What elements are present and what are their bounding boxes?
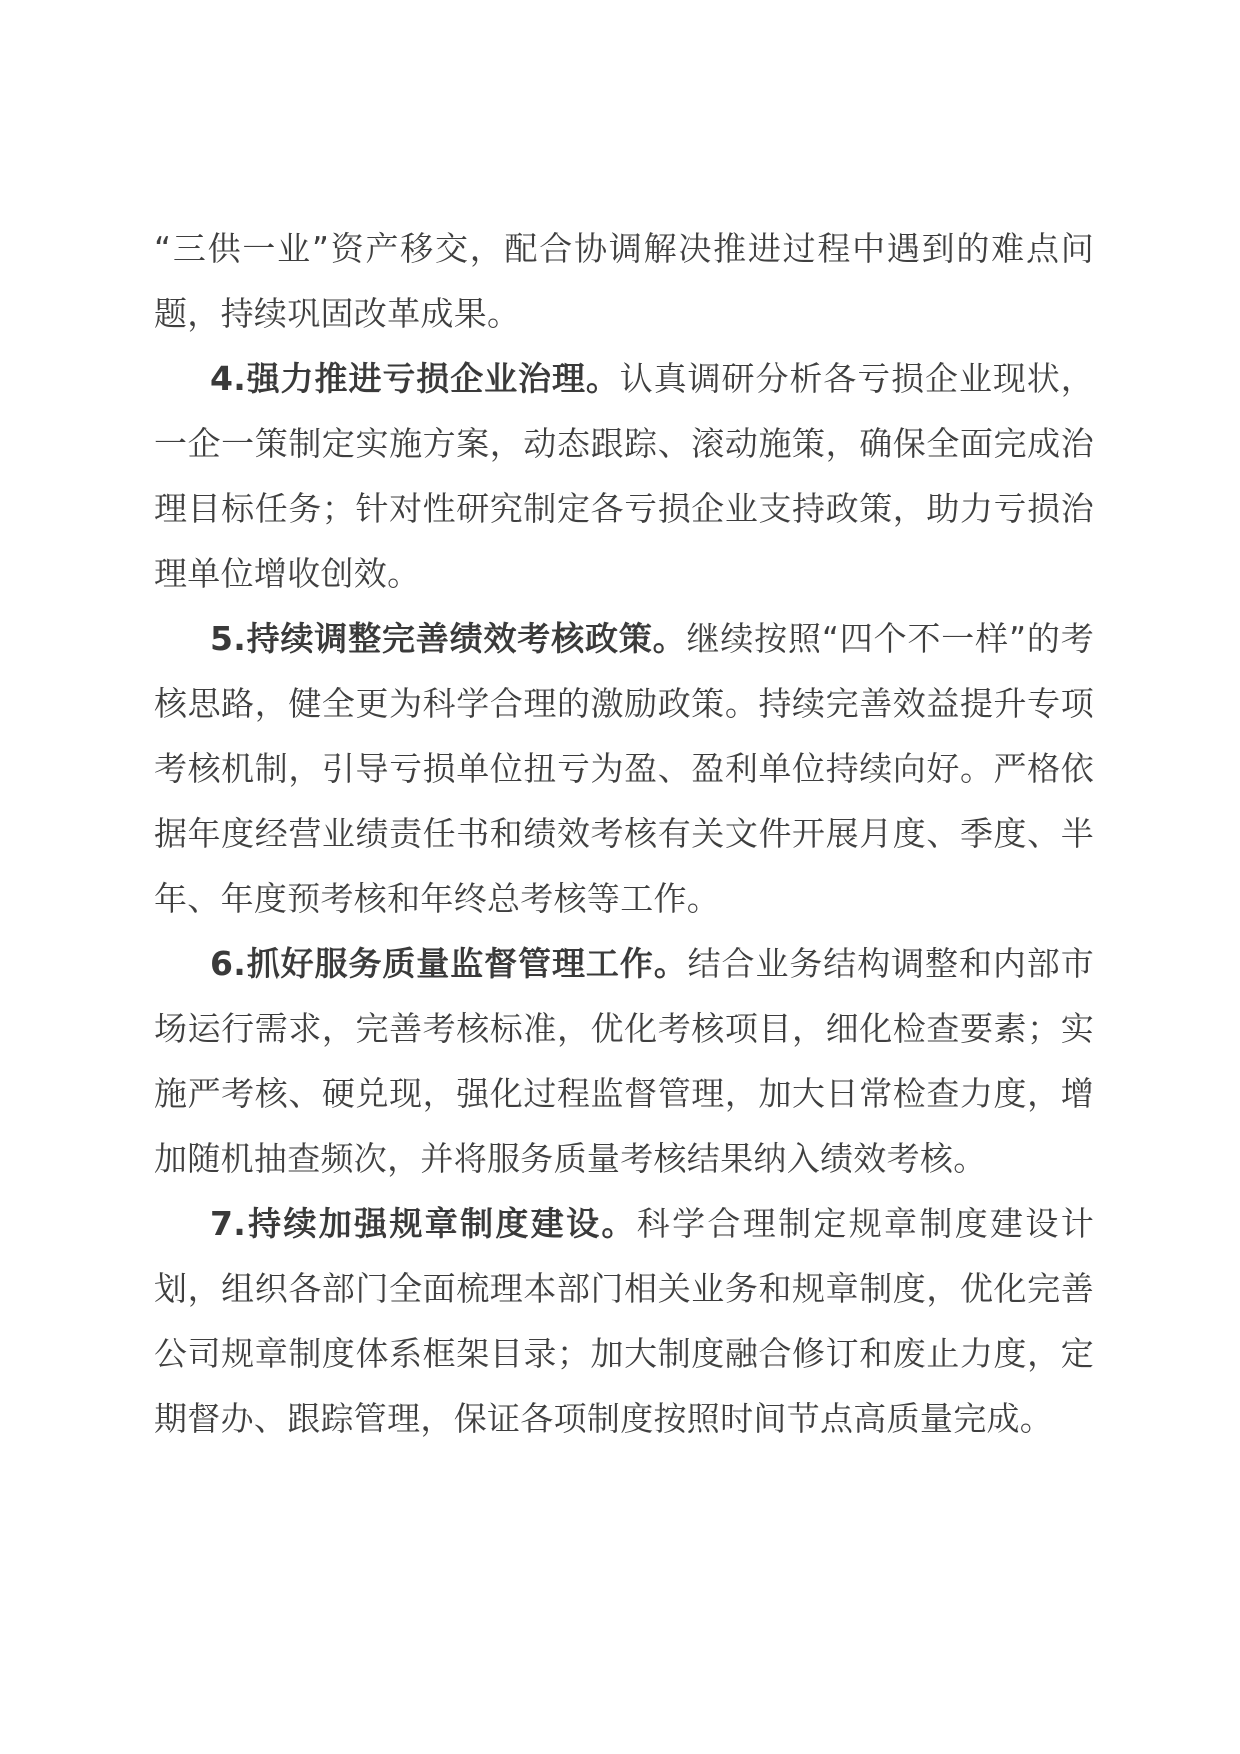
paragraph-item-5 <box>154 606 1094 931</box>
paragraph-text: 结合业务结构调整和内部市场运行需求，完善考核标准，优化考核项目，细化检查要素；实施严考核、硬兑现，强化过程监督管理，加大日常检查力度，增加随机抽查频次，并将服务质量考核结果纳入绩效考核。 <box>154 944 1094 1178</box>
paragraph-heading: 4.强力推进亏损企业治理。 <box>210 359 620 398</box>
paragraph-continuation <box>154 216 1094 346</box>
paragraph-text: 科学合理制定规章制度建设计划，组织各部门全面梳理本部门相关业务和规章制度，优化完善公司规章制度体系框架目录；加大制度融合修订和废止力度，定期督办、跟踪管理，保证各项制度按照时间节点高质量完成。 <box>154 1204 1094 1438</box>
paragraph-heading: 7.持续加强规章制度建设。 <box>210 1204 637 1243</box>
paragraph-heading: 6.抓好服务质量监督管理工作。 <box>210 944 688 983</box>
paragraph-item-6 <box>154 931 1094 1191</box>
document-body <box>154 216 1094 1451</box>
paragraph-item-4 <box>154 346 1094 606</box>
paragraph-item-7 <box>154 1191 1094 1451</box>
paragraph-heading: 5.持续调整完善绩效考核政策。 <box>210 619 687 658</box>
paragraph-text: 认真调研分析各亏损企业现状，一企一策制定实施方案，动态跟踪、滚动施策，确保全面完成治理目标任务；针对性研究制定各亏损企业支持政策，助力亏损治理单位增收创效。 <box>154 359 1094 593</box>
paragraph-text: 继续按照“四个不一样”的考核思路，健全更为科学合理的激励政策。持续完善效益提升专项考核机制，引导亏损单位扭亏为盈、盈利单位持续向好。严格依据年度经营业绩责任书和绩效考核有关文件开展月度、季度、半年、年度预考核和年终总考核等工作。 <box>154 619 1095 918</box>
paragraph-text: “三供一业”资产移交，配合协调解决推进过程中遇到的难点问题，持续巩固改革成果。 <box>154 229 1094 333</box>
